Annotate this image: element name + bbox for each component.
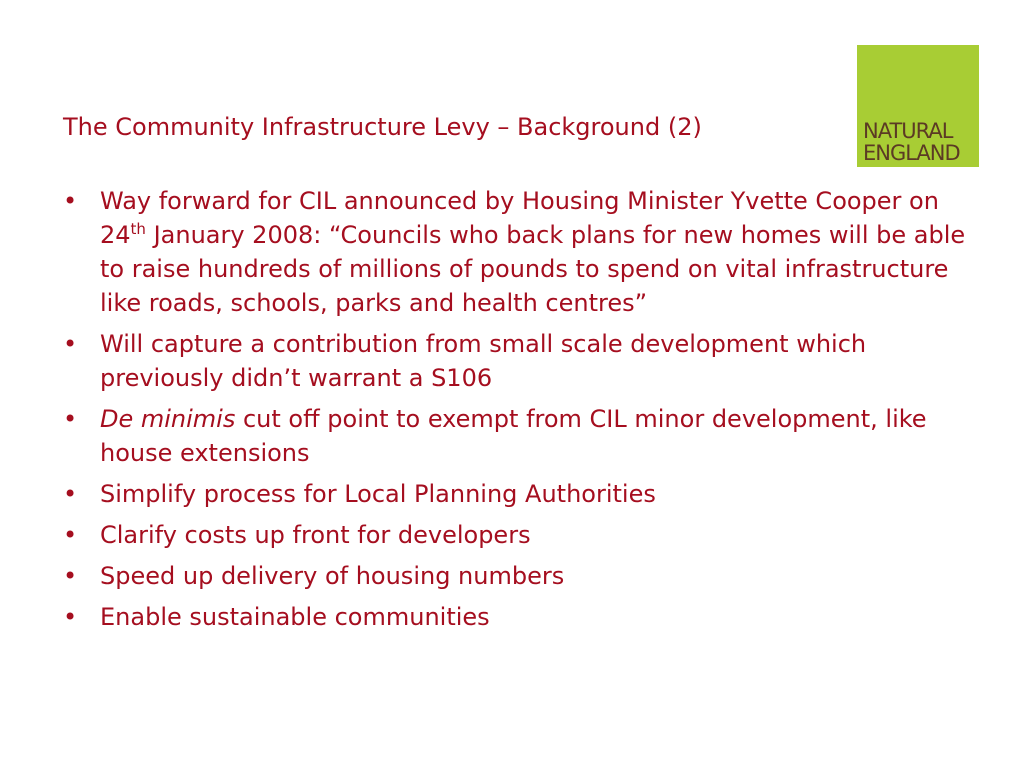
bullet-text: Enable sustainable communities [100,603,490,631]
natural-england-logo [857,45,979,167]
bullet-text: Way forward for CIL announced by Housing Minister Yvette Cooper on 24th January 2008: “Councils who back plans for new homes will be able to raise hundreds of millions of pounds to spend on vital infrastructure like roads, schools, parks and health centres” [100,187,966,317]
bullet-icon: • [63,521,78,549]
italic-term: De minimis [100,405,236,433]
bullet-icon: • [63,330,78,358]
bullet-item-6 [63,559,973,593]
bullet-item-1 [63,184,973,320]
bullet-text: De minimis cut off point to exempt from CIL minor development, like house extensions [100,405,927,467]
bullet-icon: • [63,405,78,433]
bullet-item-2 [63,327,973,395]
bullet-icon: • [63,480,78,508]
slide-title: The Community Infrastructure Levy – Background (2) [63,113,702,141]
bullet-item-4 [63,477,973,511]
logo-text-line-1: NATURAL [863,119,953,143]
logo-text-line-2: ENGLAND [863,141,960,165]
bullet-item-7 [63,600,973,634]
bullet-text: Will capture a contribution from small scale development which previously didn’t warrant a S106 [100,330,867,392]
bullet-icon: • [63,562,78,590]
bullet-icon: • [63,187,78,215]
bullet-list [63,184,973,641]
bullet-icon: • [63,603,78,631]
bullet-item-5 [63,518,973,552]
bullet-text: Simplify process for Local Planning Authorities [100,480,656,508]
bullet-text: Clarify costs up front for developers [100,521,531,549]
bullet-item-3 [63,402,973,470]
ordinal-superscript: th [130,220,146,238]
bullet-text: Speed up delivery of housing numbers [100,562,565,590]
